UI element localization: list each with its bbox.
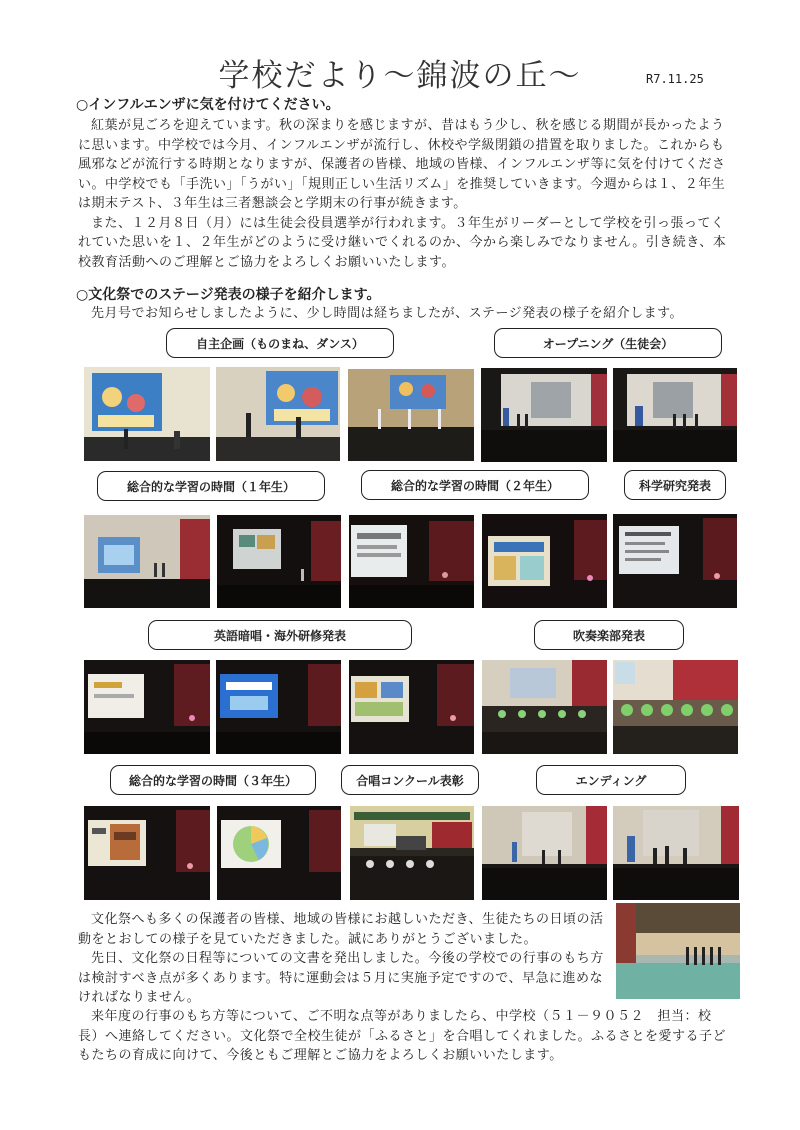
festival-intro-text: 先月号でお知らせしましたように、少し時間は経ちましたが、ステージ発表の様子を紹介します。	[91, 306, 684, 321]
festival-heading: ○文化祭でのステージ発表の様子を紹介します。	[76, 287, 381, 303]
label-jishu: 自主企画（ものまね、ダンス）	[166, 328, 394, 358]
photo-jishu-1	[84, 367, 210, 461]
label-kagaku: 科学研究発表	[624, 470, 726, 500]
photo-sogo1-2	[217, 515, 341, 608]
photo-sogo1-1	[84, 515, 210, 608]
photo-sogo3-1	[84, 806, 210, 900]
closing-paragraph-3: 来年度の行事のもち方等について、ご不明な点等がありましたら、中学校（５１－９０５２ 担当：校長）へ連絡してください。文化祭で全校生徒が「ふるさと」を合唱してくれました。ふるさとを愛する子どもたちの育成に向けて、今後ともご理解とご協力をよろしくお願いいたします。	[78, 1009, 727, 1063]
photo-eigo-1	[84, 660, 210, 754]
photo-ending-1	[482, 806, 607, 900]
label-sogo3: 総合的な学習の時間（３年生）	[110, 765, 316, 795]
influenza-paragraph-2: また、１２月８日（月）には生徒会役員選挙が行われます。３年生がリーダーとして学校を引っ張ってくれていた思いを１、２年生がどのように受け継いでくれるのか、今から楽しみでなりません。引き続き、本校教育活動へのご理解とご協力をよろしくお願いいたします。	[78, 215, 727, 270]
photo-opening-1	[481, 368, 607, 462]
photo-sogo3-2	[217, 806, 341, 900]
photo-kagaku	[613, 514, 737, 608]
closing-paragraph-1: 文化祭へも多くの保護者の皆様、地域の皆様にお越しいただき、生徒たちの日頃の活動をとおしての様子を見ていただきました。誠にありがとうございました。	[78, 912, 604, 947]
photo-gassho	[350, 806, 474, 900]
closing-body-2	[78, 1007, 730, 1066]
page-title: 学校だより～錦波の丘～	[218, 58, 582, 94]
issue-date: R7.11.25	[646, 72, 704, 86]
photo-suisou-2	[613, 660, 738, 754]
label-opening: オープニング（生徒会）	[494, 328, 722, 358]
photo-jishu-3	[348, 369, 474, 461]
photo-sogo2-1	[349, 515, 474, 608]
photo-hall	[616, 903, 740, 999]
label-gassho: 合唱コンクール表彰	[341, 765, 479, 795]
label-sogo2: 総合的な学習の時間（２年生）	[361, 470, 589, 500]
photo-opening-2	[613, 368, 737, 462]
photo-ending-2	[613, 806, 739, 900]
festival-intro	[78, 304, 730, 324]
influenza-body	[78, 116, 730, 272]
label-eigo: 英語暗唱・海外研修発表	[148, 620, 412, 650]
influenza-paragraph-1: 紅葉が見ごろを迎えています。秋の深まりを感じますが、昔はもう少し、秋を感じる期間が長かったように思います。中学校では今月、インフルエンザが流行し、休校や学級閉鎖の措置を取りました。これからも風邪などが流行する時期となりますが、保護者の皆様、地域の皆様、インフルエンザ等に気を付けてください。中学校でも「手洗い」「うがい」「規則正しい生活リズム」を推奨していきます。今週からは１、２年生は期末テスト、３年生は三者懇談会と学期末の行事が続きます。	[78, 118, 726, 211]
closing-body-1	[78, 910, 610, 1008]
label-suisou: 吹奏楽部発表	[534, 620, 684, 650]
photo-eigo-3	[349, 660, 474, 754]
photo-eigo-2	[216, 660, 341, 754]
photo-suisou-1	[482, 660, 607, 754]
label-ending: エンディング	[536, 765, 686, 795]
photo-sogo2-2	[482, 514, 607, 608]
photo-jishu-2	[216, 367, 340, 461]
label-sogo1: 総合的な学習の時間（１年生）	[97, 471, 325, 501]
closing-paragraph-2: 先日、文化祭の日程等についての文書を発出しました。今後の学校での行事のもち方は検討すべき点が多くあります。特に運動会は５月に実施予定ですので、早急に進めなければなりません。	[78, 951, 604, 1005]
influenza-heading: ○インフルエンザに気を付けてください。	[76, 97, 340, 113]
